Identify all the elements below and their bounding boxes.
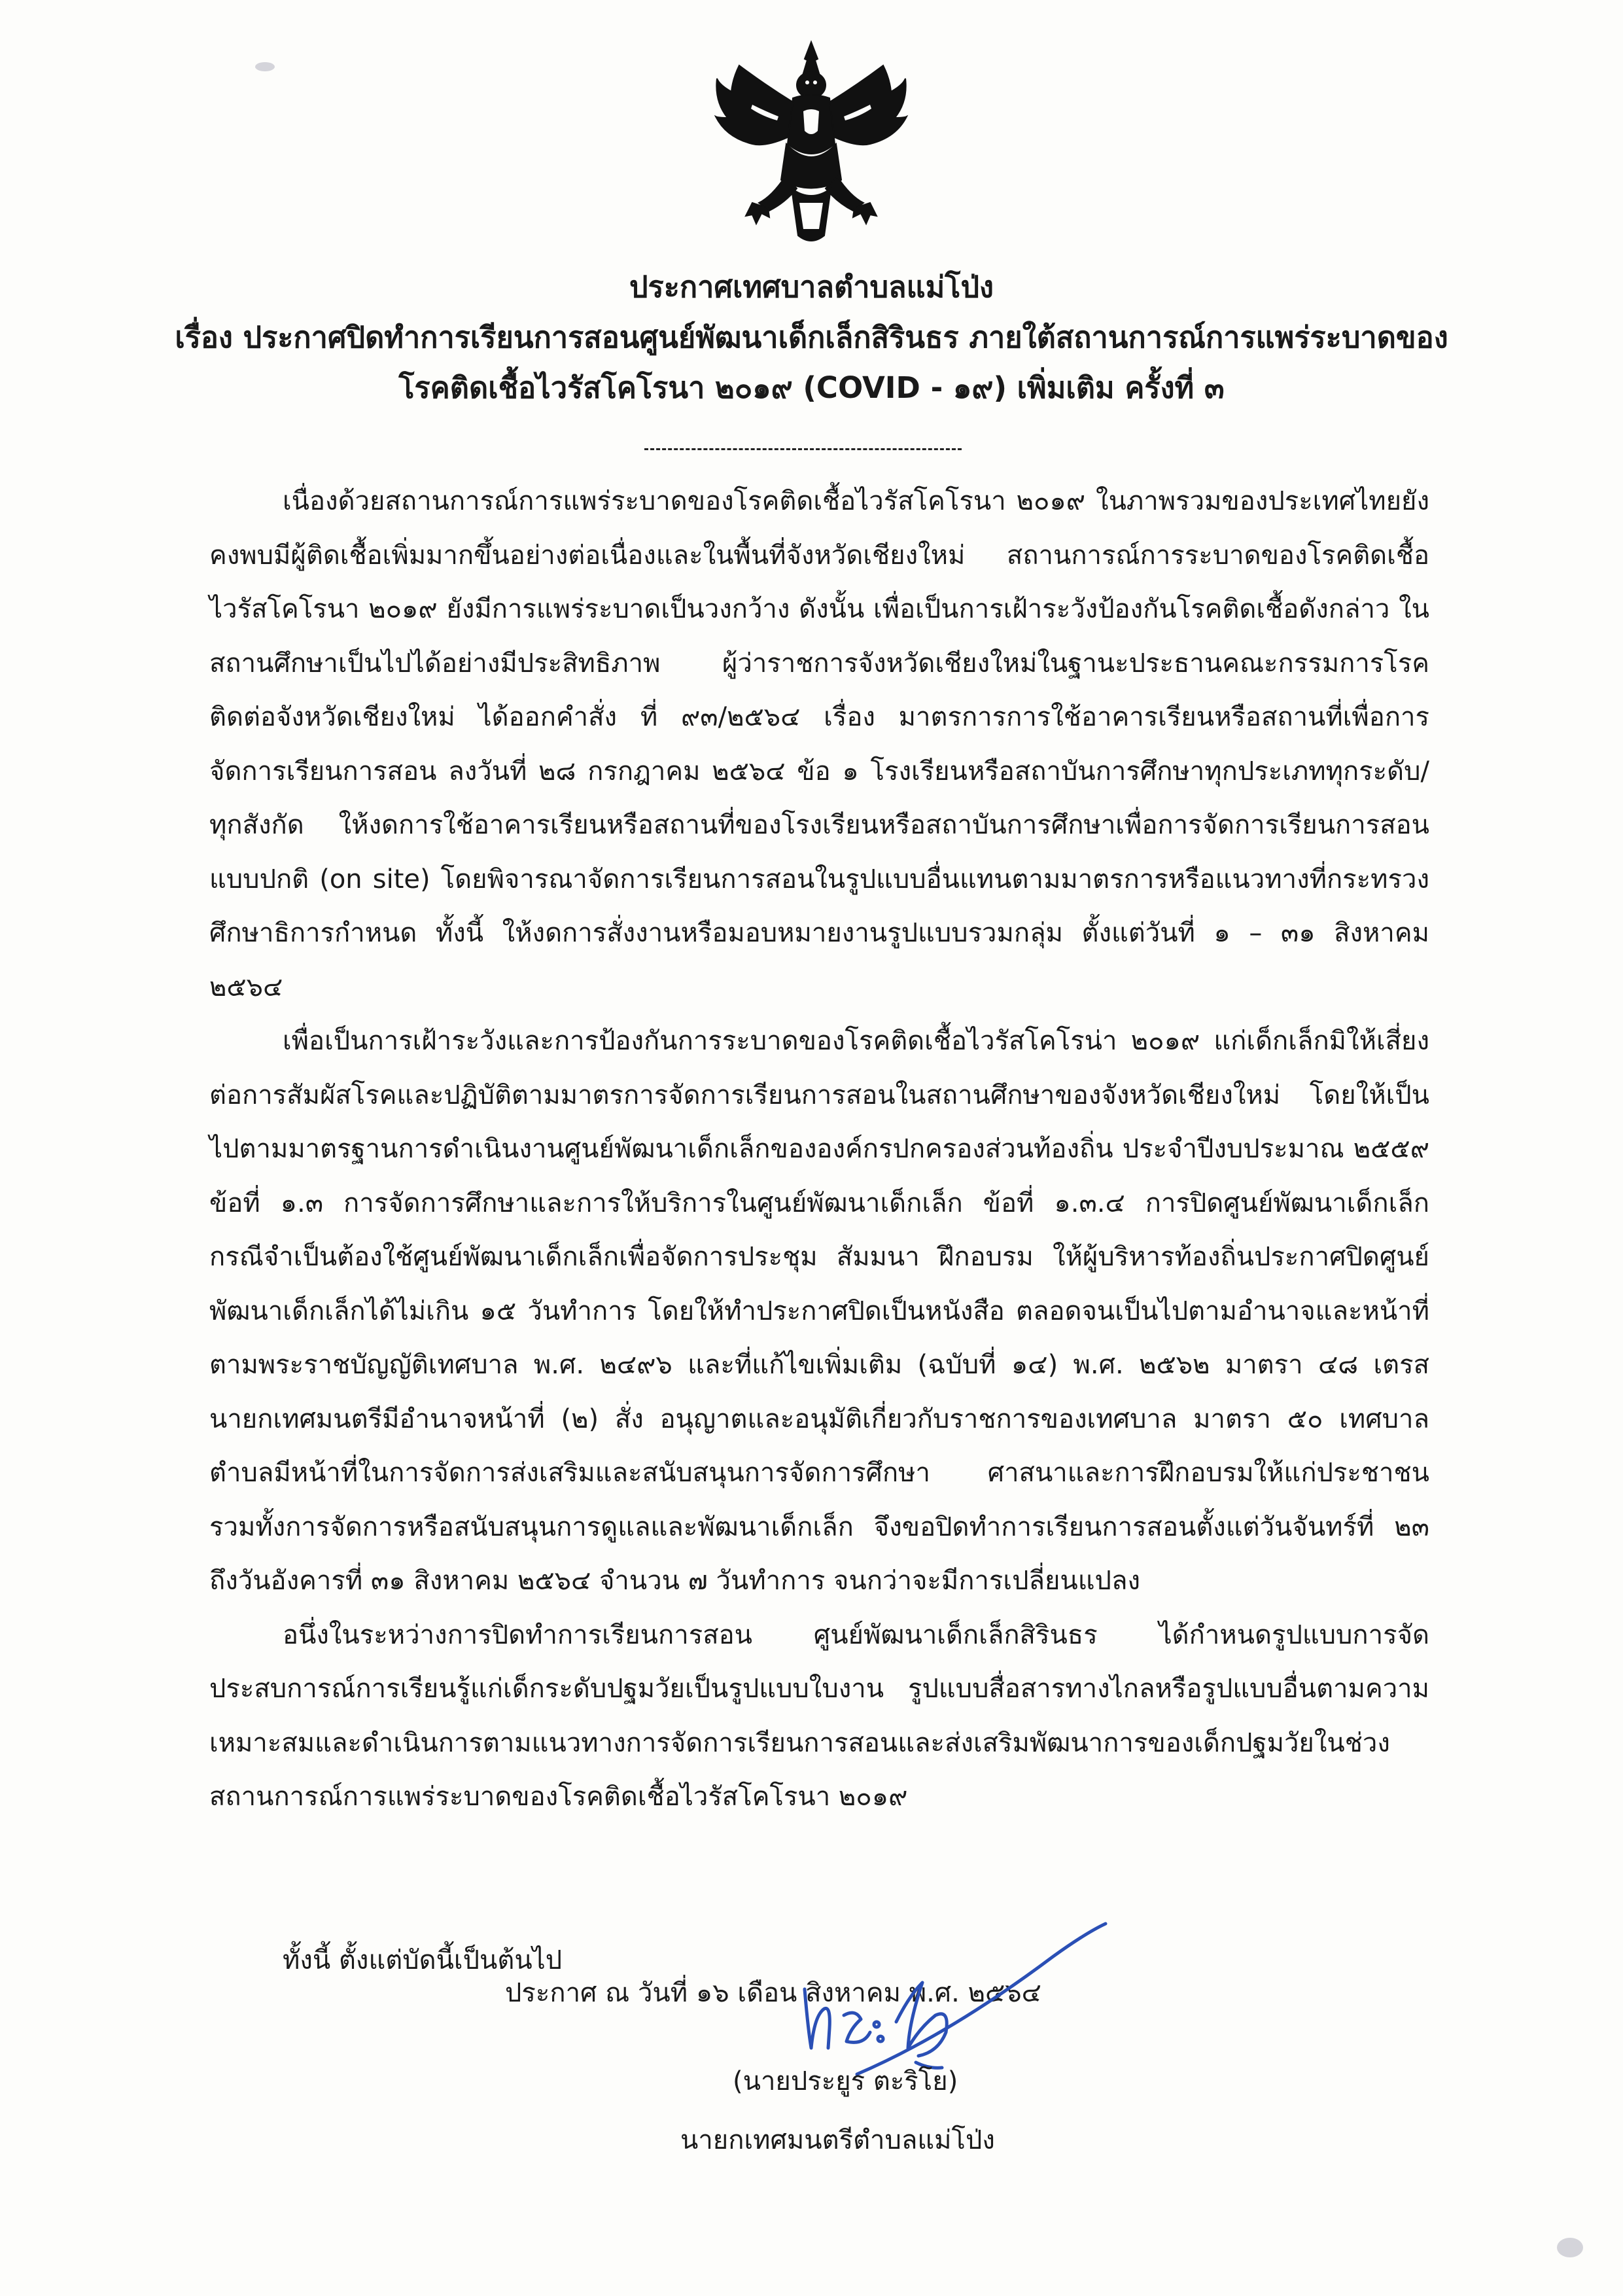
- announcement-date: ประกาศ ณ วันที่ ๑๖ เดือน สิงหาคม พ.ศ. ๒๕๖๔: [505, 1978, 1041, 2008]
- signer-name: (นายประยูร ตะริโย): [733, 2066, 958, 2096]
- issuer-title: ประกาศเทศบาลตำบลแม่โป่ง: [629, 270, 994, 304]
- garuda-emblem-icon: [713, 39, 909, 249]
- scan-smudge: [255, 62, 275, 71]
- paragraph-learning-arrangement: อนึ่งในระหว่างการปิดทำการเรียนการสอน ศูนย์พัฒนาเด็กเล็กสิรินธร ได้กำหนดรูปแบบการจัดประสบการณ์การเรียนรู้แก่เด็กระดับปฐมวัยเป็นรูปแบบใบงาน รูปแบบสื่อสารทางไกลหรือรูปแบบอื่นตามความเหมาะสมและดำเนินการตามแนวทางการจัดการเรียนการสอนและส่งเสริมพัฒนาการของเด็กปฐมวัยในช่วงสถานการณ์การแพร่ระบาดของโรคติดเชื้อไวรัสโคโรนา ๒๐๑๙: [209, 1619, 1429, 1812]
- subject-line: เรื่อง ประกาศปิดทำการเรียนการสอนศูนย์พัฒนาเด็กเล็กสิรินธร ภายใต้สถานการณ์การแพร่ระบาดของ: [175, 320, 1448, 355]
- subject-continuation: โรคติดเชื้อไวรัสโคโรนา ๒๐๑๙ (COVID - ๑๙) เพิ่มเติม ครั้งที่ ๓: [398, 370, 1225, 405]
- header-divider: [644, 448, 962, 450]
- paragraph-closure-order: เพื่อเป็นการเฝ้าระวังและการป้องกันการระบาดของโรคติดเชื้อไวรัสโคโรน่า ๒๐๑๙ แก่เด็กเล็กมิให้เสี่ยงต่อการสัมผัสโรคและปฏิบัติตามมาตรการจัดการเรียนการสอนในสถานศึกษาของจังหวัดเชียงใหม่ โดยให้เป็นไปตามมาตรฐานการดำเนินงานศูนย์พัฒนาเด็กเล็กขององค์กรปกครองส่วนท้องถิ่น ประจำปีงบประมาณ ๒๕๕๙ ข้อที่ ๑.๓ การจัดการศึกษาและการให้บริการในศูนย์พัฒนาเด็กเล็ก ข้อที่ ๑.๓.๔ การปิดศูนย์พัฒนาเด็กเล็ก กรณีจำเป็นต้องใช้ศูนย์พัฒนาเด็กเล็กเพื่อจัดการประชุม สัมมนา ฝึกอบรม ให้ผู้บริหารท้องถิ่นประกาศปิดศูนย์พัฒนาเด็กเล็กได้ไม่เกิน ๑๕ วันทำการ โดยให้ทำประกาศปิดเป็นหนังสือ ตลอดจนเป็นไปตามอำนาจและหน้าที่ตามพระราชบัญญัติเทศบาล พ.ศ. ๒๔๙๖ และที่แก้ไขเพิ่มเติม (ฉบับที่ ๑๔) พ.ศ. ๒๕๖๒ มาตรา ๔๘ เตรส นายกเทศมนตรีมีอำนาจหน้าที่ (๒) สั่ง อนุญาตและอนุมัติเกี่ยวกับราชการของเทศบาล มาตรา ๕๐ เทศบาลตำบลมีหน้าที่ในการจัดการส่งเสริมและสนับสนุนการจัดการศึกษา ศาสนาและการฝึกอบรมให้แก่ประชาชน รวมทั้งการจัดการหรือสนับสนุนการดูแลและพัฒนาเด็กเล็ก จึงขอปิดทำการเรียนการสอนตั้งแต่วันจันทร์ที่ ๒๓ ถึงวันอังคารที่ ๓๑ สิงหาคม ๒๕๖๔ จำนวน ๗ วันทำการ จนกว่าจะมีการเปลี่ยนแปลง: [209, 1026, 1429, 1596]
- effective-statement: ทั้งนี้ ตั้งแต่บัดนี้เป็นต้นไป: [283, 1945, 563, 1975]
- scan-smudge: [1557, 2238, 1583, 2257]
- paragraph-background: เนื่องด้วยสถานการณ์การแพร่ระบาดของโรคติดเชื้อไวรัสโคโรนา ๒๐๑๙ ในภาพรวมของประเทศไทยยังคงพบมีผู้ติดเชื้อเพิ่มมากขึ้นอย่างต่อเนื่องและในพื้นที่จังหวัดเชียงใหม่ สถานการณ์การระบาดของโรคติดเชื้อไวรัสโคโรนา ๒๐๑๙ ยังมีการแพร่ระบาดเป็นวงกว้าง ดังนั้น เพื่อเป็นการเฝ้าระวังป้องกันโรคติดเชื้อดังกล่าว ในสถานศึกษาเป็นไปได้อย่างมีประสิทธิภาพ ผู้ว่าราชการจังหวัดเชียงใหม่ในฐานะประธานคณะกรรมการโรคติดต่อจังหวัดเชียงใหม่ ได้ออกคำสั่ง ที่ ๙๓/๒๕๖๔ เรื่อง มาตรการการใช้อาคารเรียนหรือสถานที่เพื่อการจัดการเรียนการสอน ลงวันที่ ๒๘ กรกฎาคม ๒๕๖๔ ข้อ ๑ โรงเรียนหรือสถาบันการศึกษาทุกประเภททุกระดับ/ทุกสังกัด ให้งดการใช้อาคารเรียนหรือสถานที่ของโรงเรียนหรือสถาบันการศึกษาเพื่อการจัดการเรียนการสอนแบบปกติ (on site) โดยพิจารณาจัดการเรียนการสอนในรูปแบบอื่นแทนตามมาตรการหรือแนวทางที่กระทรวงศึกษาธิการกำหนด ทั้งนี้ ให้งดการสั่งงานหรือมอบหมายงานรูปแบบรวมกลุ่ม ตั้งแต่วันที่ ๑ – ๓๑ สิงหาคม ๒๕๖๔: [209, 486, 1429, 1002]
- announcement-body: [209, 474, 1429, 1824]
- signer-position: นายกเทศมนตรีตำบลแม่โป่ง: [680, 2125, 995, 2155]
- announcement-header: [131, 262, 1492, 413]
